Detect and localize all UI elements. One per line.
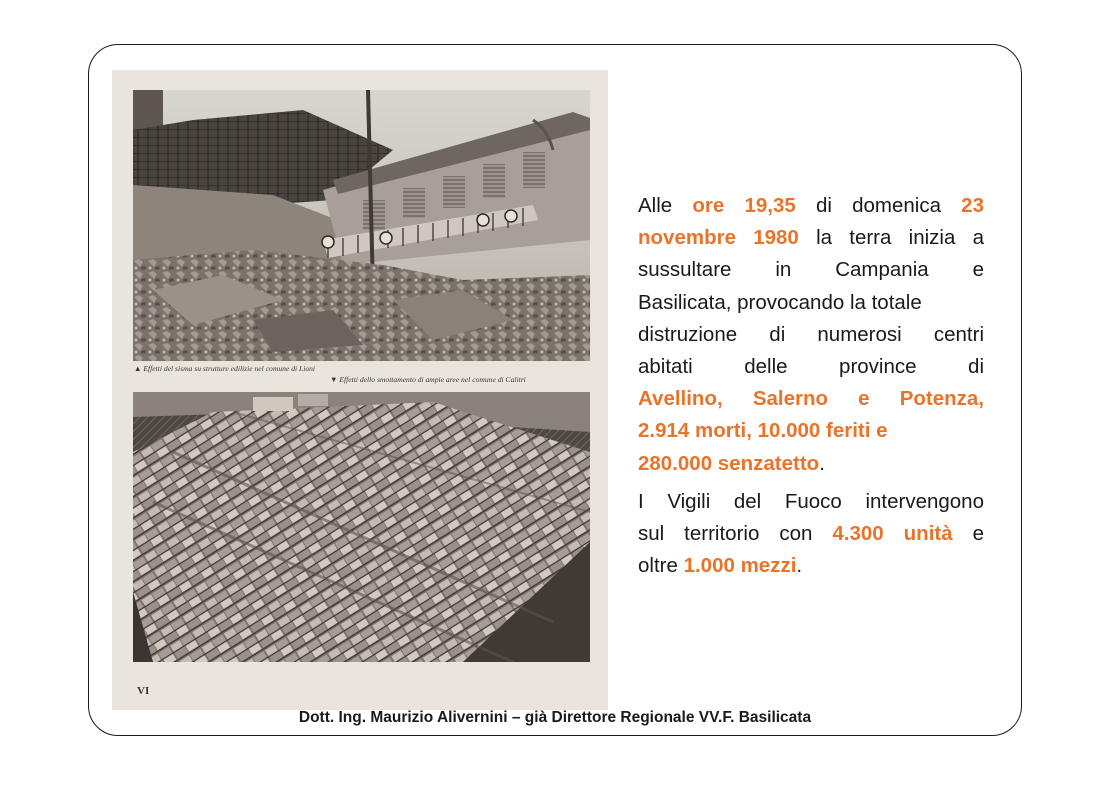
paragraph-firefighters xyxy=(638,486,984,583)
text-run: e xyxy=(952,522,984,546)
text-line xyxy=(638,518,984,550)
text-line xyxy=(638,190,984,222)
photo-caption-top: ▲ Effetti del sisma su strutture edilizie nel comune di Lioni xyxy=(134,364,316,373)
text-line xyxy=(638,222,984,254)
text-run: di domenica xyxy=(795,194,962,217)
text-line xyxy=(638,550,984,582)
text-run: Basilicata, provocando la totale xyxy=(638,290,922,314)
hillside-town-illustration xyxy=(133,392,590,662)
text-line xyxy=(638,351,984,383)
text-run: distruzione di numerosi centri xyxy=(638,322,984,346)
text-line xyxy=(638,415,984,447)
text-line xyxy=(638,287,984,319)
photo-caption-bottom: ▼ Effetti dello smottamento di ampie aree nel comune di Calitri xyxy=(330,375,526,384)
photo-collapsed-building xyxy=(133,90,590,361)
highlighted-figure: Avellino, Salerno e Potenza, xyxy=(638,387,984,411)
text-run: oltre xyxy=(638,554,684,578)
highlighted-figure: 2.914 morti, 10.000 feriti e xyxy=(638,419,888,443)
highlighted-figure: 23 xyxy=(961,194,984,217)
highlighted-figure: 4.300 unità xyxy=(832,522,953,546)
photo-hillside-town xyxy=(133,392,590,662)
text-line xyxy=(638,486,984,518)
text-line xyxy=(638,383,984,415)
paragraph-earthquake xyxy=(638,190,984,480)
event-description xyxy=(638,190,984,582)
text-run: I Vigili del Fuoco intervengono xyxy=(638,489,984,513)
collapsed-building-illustration xyxy=(133,90,590,361)
page-number: VI xyxy=(137,685,150,697)
highlighted-figure: novembre 1980 xyxy=(638,226,799,250)
text-run: sussultare in Campania e xyxy=(638,258,984,282)
text-run: Alle xyxy=(638,194,693,217)
text-run: abitati delle province di xyxy=(638,355,984,379)
highlighted-figure: 280.000 senzatetto xyxy=(638,451,820,475)
text-line xyxy=(638,319,984,351)
highlighted-figure: ore 19,35 xyxy=(692,194,796,217)
text-run: . xyxy=(819,451,825,475)
text-run: la terra inizia a xyxy=(798,226,984,250)
highlighted-figure: 1.000 mezzi xyxy=(683,554,797,578)
text-run: sul territorio con xyxy=(638,522,833,546)
text-line xyxy=(638,448,984,480)
text-line xyxy=(638,254,984,286)
text-run: . xyxy=(796,554,803,578)
footer-author: Dott. Ing. Maurizio Alivernini – già Direttore Regionale VV.F. Basilicata xyxy=(298,709,812,726)
